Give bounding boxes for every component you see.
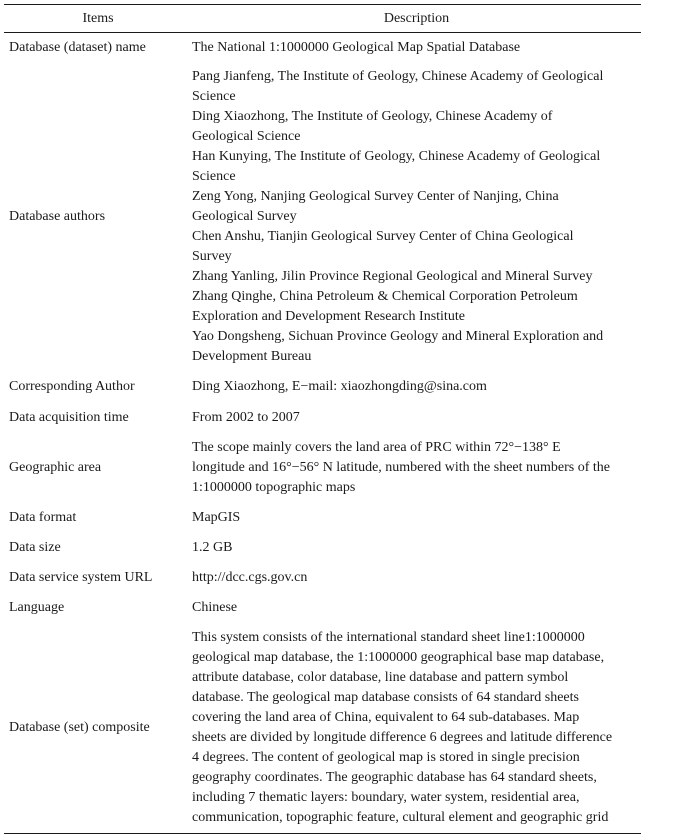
description-line: database. The geological map database consists of 64 standard sheets [192,690,579,705]
table-row [4,371,641,403]
description-line: The National 1:1000000 Geological Map Spatial Database [192,40,521,55]
description-line: covering the land area of China, equivalent to 64 sub-databases. Map [192,710,580,725]
table-body [4,33,641,833]
description-line: http://dcc.cgs.gov.cn [192,570,308,585]
row-description [192,38,641,58]
metadata-table [4,4,641,834]
description-line: sheets are divided by longitude difference 6 degrees and latitude difference [192,730,613,745]
description-line: Zhang Qinghe, China Petroleum & Chemical Corporation Petroleum [192,289,578,304]
row-description [192,568,641,588]
row-description [192,67,641,367]
row-description [192,538,641,558]
row-item-label: Data format [9,510,77,525]
description-line: MapGIS [192,510,241,525]
description-line: geography coordinates. The geographic database has 64 standard sheets, [192,770,597,785]
row-description [192,508,641,528]
description-line: 1.2 GB [192,540,233,555]
table-row [4,33,641,63]
row-item-label: Language [9,600,65,615]
description-line: longitude and 16°−56° N latitude, numbered with the sheet numbers of the [192,460,611,475]
description-line: Chinese [192,600,238,615]
row-description [192,628,641,828]
description-line: Exploration and Development Research Institute [192,309,465,324]
row-item-label: Database (set) composite [9,720,150,735]
description-line: Zhang Yanling, Jilin Province Regional Geological and Mineral Survey [192,269,593,284]
description-line: 4 degrees. The content of geological map is stored in single precision [192,750,580,765]
description-line: Yao Dongsheng, Sichuan Province Geology and Mineral Exploration and [192,329,604,344]
row-item-label: Data size [9,540,61,555]
description-line: including 7 thematic layers: boundary, water system, residential area, [192,790,580,805]
row-item-label: Data acquisition time [9,410,129,425]
description-line: Survey [192,249,232,264]
table-row [4,563,641,593]
row-item-label: Database (dataset) name [9,40,146,55]
row-item-label: Geographic area [9,460,102,475]
header-items: Items [82,10,114,26]
table-row [4,433,641,503]
row-item-label: Data service system URL [9,570,153,585]
row-description [192,438,641,498]
description-line: Ding Xiaozhong, E−mail: xiaozhongding@sina.com [192,379,487,394]
description-line: Development Bureau [192,349,312,364]
description-line: communication, topographic feature, cultural element and geographic grid [192,810,609,825]
description-line: Science [192,89,236,104]
table-row [4,623,641,833]
row-description [192,377,641,397]
description-line: geological map database, the 1:1000000 geographical base map database, [192,650,605,665]
table-row [4,63,641,371]
row-description [192,598,641,618]
description-line: This system consists of the international standard sheet line1:1000000 [192,630,585,645]
description-line: Science [192,169,236,184]
description-line: Geological Science [192,129,301,144]
description-line: attribute database, color database, line database and pattern symbol [192,670,569,685]
description-line: 1:1000000 topographic maps [192,480,356,495]
description-line: Chen Anshu, Tianjin Geological Survey Center of China Geological [192,229,574,244]
description-line: Han Kunying, The Institute of Geology, Chinese Academy of Geological [192,149,601,164]
row-item-label: Database authors [9,209,106,224]
row-item-label: Corresponding Author [9,379,135,394]
description-line: From 2002 to 2007 [192,410,300,425]
table-header [4,5,641,33]
header-description: Description [383,10,450,26]
row-description [192,408,641,428]
description-line: The scope mainly covers the land area of PRC within 72°−138° E [192,440,561,455]
description-line: Ding Xiaozhong, The Institute of Geology, Chinese Academy of [192,109,553,124]
table-row [4,533,641,563]
description-line: Geological Survey [192,209,297,224]
description-line: Pang Jianfeng, The Institute of Geology, Chinese Academy of Geological [192,69,604,84]
table-row [4,403,641,433]
table-row [4,593,641,623]
table-row [4,503,641,533]
description-line: Zeng Yong, Nanjing Geological Survey Center of Nanjing, China [192,189,559,204]
